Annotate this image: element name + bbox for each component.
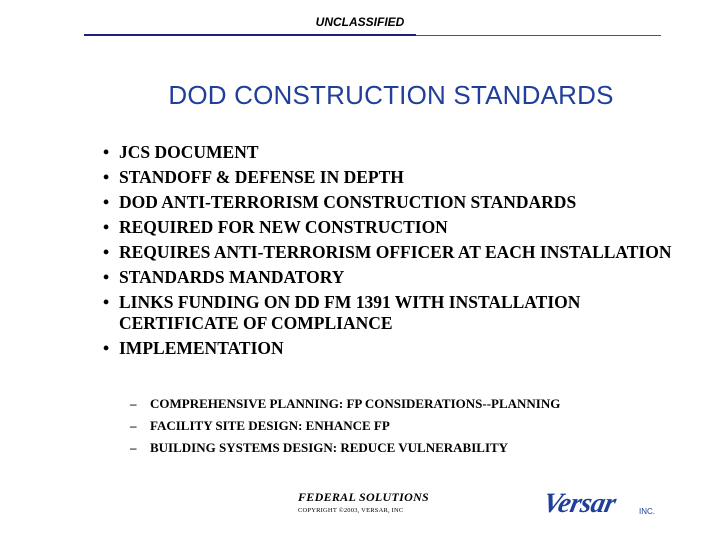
bullet-text: JCS DOCUMENT (119, 142, 259, 162)
footer-company: FEDERAL SOLUTIONS (298, 490, 430, 504)
bullet-text: STANDOFF & DEFENSE IN DEPTH (119, 167, 404, 187)
footer-copyright: COPYRIGHT ©2003, VERSAR, INC (298, 507, 404, 514)
classification-label: UNCLASSIFIED (315, 15, 405, 29)
bullet-text: REQUIRES ANTI-TERRORISM OFFICER AT EACH INSTALLATION (119, 242, 672, 262)
bullet-dot: • (103, 292, 110, 312)
bullet-text: LINKS FUNDING ON DD FM 1391 WITH INSTALLATION CERTIFICATE OF COMPLIANCE (119, 292, 581, 333)
bullet-dot: • (103, 217, 110, 237)
bullet-item (103, 192, 683, 213)
sub-bullet-text: BUILDING SYSTEMS DESIGN: REDUCE VULNERABILITY (150, 440, 509, 455)
bullet-item (103, 292, 683, 334)
bullet-list (103, 142, 683, 363)
bullet-dot: • (103, 167, 110, 187)
sub-bullet-text: COMPREHENSIVE PLANNING: FP CONSIDERATIONS--PLANNING (150, 396, 561, 411)
bullet-text: REQUIRED FOR NEW CONSTRUCTION (119, 217, 448, 237)
header-rule-thin (416, 35, 661, 36)
sub-bullet-item (130, 396, 690, 412)
bullet-item (103, 267, 683, 288)
bullet-dot: • (103, 192, 110, 212)
sub-bullet-item (130, 418, 690, 434)
sub-bullet-item (130, 440, 690, 456)
bullet-dot: • (103, 142, 110, 162)
bullet-item (103, 142, 683, 163)
sub-bullet-dash: – (130, 396, 137, 411)
bullet-dot: • (103, 267, 110, 287)
bullet-text: STANDARDS MANDATORY (119, 267, 345, 287)
bullet-item (103, 338, 683, 359)
slide-title: DOD CONSTRUCTION STANDARDS (168, 80, 614, 110)
sub-bullet-list (130, 396, 690, 462)
bullet-item (103, 167, 683, 188)
logo-wordmark: Versar (540, 488, 619, 519)
bullet-dot: • (103, 242, 110, 262)
header-rule (84, 34, 416, 36)
sub-bullet-text: FACILITY SITE DESIGN: ENHANCE FP (150, 418, 390, 433)
sub-bullet-dash: – (130, 440, 137, 455)
bullet-item (103, 242, 683, 263)
sub-bullet-dash: – (130, 418, 137, 433)
bullet-text: DOD ANTI-TERRORISM CONSTRUCTION STANDARDS (119, 192, 577, 212)
bullet-item (103, 217, 683, 238)
bullet-text: IMPLEMENTATION (119, 338, 284, 358)
logo-suffix: INC. (639, 507, 655, 516)
bullet-dot: • (103, 338, 110, 358)
versar-logo (540, 488, 660, 519)
